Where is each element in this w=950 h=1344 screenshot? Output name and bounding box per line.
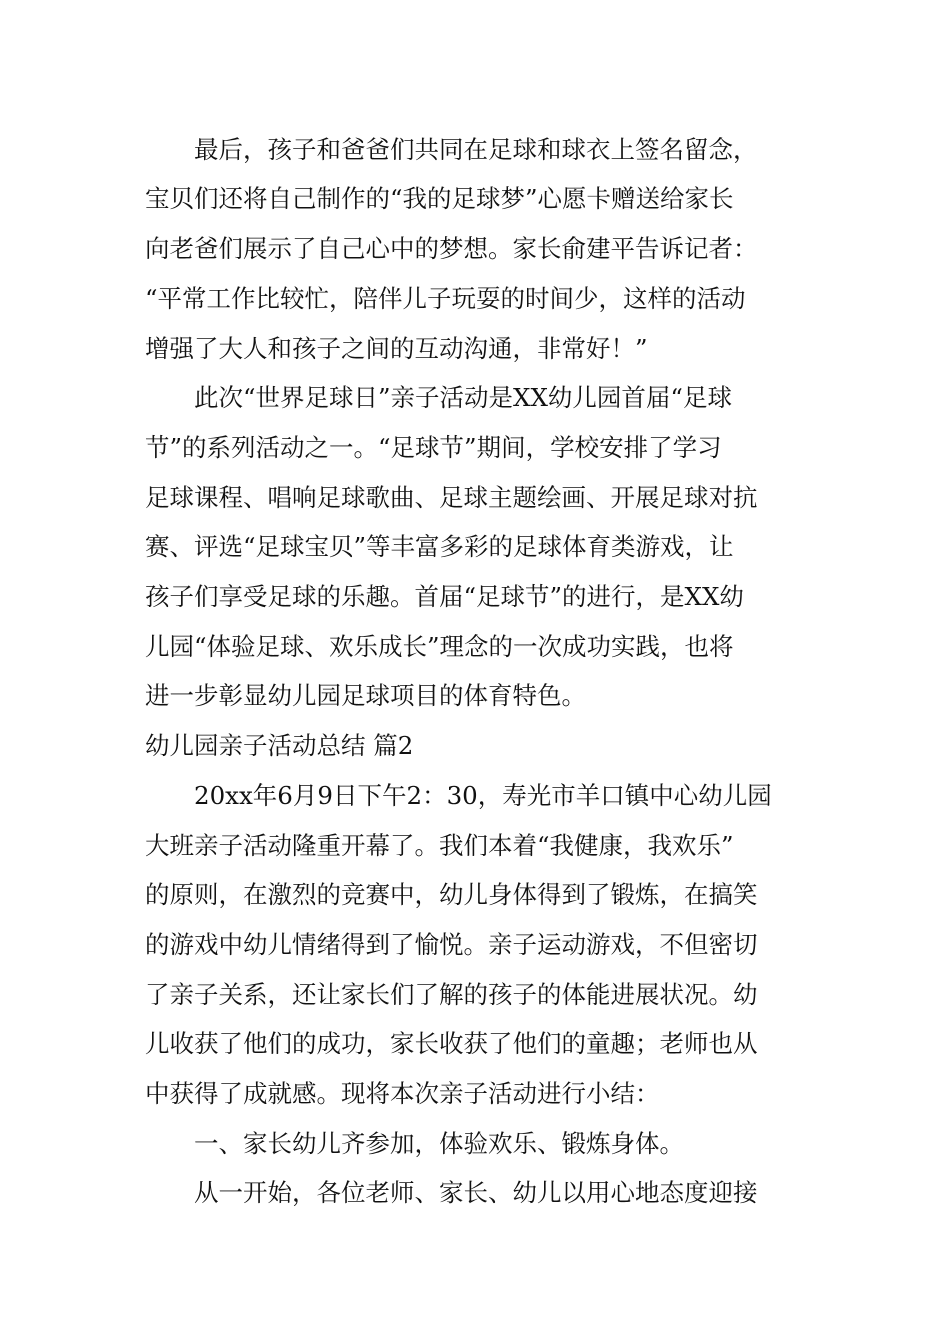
paragraph-line: 大班亲子活动隆重开幕了。我们本着“我健康，我欢乐” bbox=[145, 831, 734, 860]
paragraph-line: 赛、评选“足球宝贝”等丰富多彩的足球体育类游戏，让 bbox=[145, 532, 734, 561]
paragraph-line: 节”的系列活动之一。“足球节”期间，学校安排了学习 bbox=[145, 433, 722, 462]
paragraph-line: 增强了大人和孩子之间的互动沟通，非常好！” bbox=[145, 334, 648, 363]
paragraph-line: 儿收获了他们的成功，家长收获了他们的童趣；老师也从 bbox=[145, 1029, 758, 1058]
paragraph-line: 孩子们享受足球的乐趣。首届“足球节”的进行，是XX幼 bbox=[145, 582, 744, 611]
paragraph-line: 20xx年6月9日下午2：30，寿光市羊口镇中心幼儿园 bbox=[145, 781, 772, 810]
paragraph-line: 向老爸们展示了自己心中的梦想。家长俞建平告诉记者： bbox=[145, 234, 758, 263]
paragraph-line: 宝贝们还将自己制作的“我的足球梦”心愿卡赠送给家长 bbox=[145, 184, 734, 213]
paragraph-line: 中获得了成就感。现将本次亲子活动进行小结： bbox=[145, 1079, 660, 1108]
paragraph-line: 足球课程、唱响足球歌曲、足球主题绘画、开展足球对抗 bbox=[145, 483, 758, 512]
paragraph-line: 的游戏中幼儿情绪得到了愉悦。亲子运动游戏，不但密切 bbox=[145, 930, 758, 959]
paragraph-line: 儿园“体验足球、欢乐成长”理念的一次成功实践，也将 bbox=[145, 632, 734, 661]
paragraph-line: 的原则，在激烈的竞赛中，幼儿身体得到了锻炼，在搞笑 bbox=[145, 880, 758, 909]
paragraph-line: 进一步彰显幼儿园足球项目的体育特色。 bbox=[145, 681, 586, 710]
paragraph-line: 此次“世界足球日”亲子活动是XX幼儿园首届“足球 bbox=[145, 383, 732, 412]
paragraph-line: 了亲子关系，还让家长们了解的孩子的体能进展状况。幼 bbox=[145, 980, 758, 1009]
paragraph-line: 一、家长幼儿齐参加，体验欢乐、锻炼身体。 bbox=[145, 1129, 684, 1158]
paragraph-line: 从一开始，各位老师、家长、幼儿以用心地态度迎接 bbox=[145, 1178, 758, 1207]
section-heading: 幼儿园亲子活动总结 篇2 bbox=[145, 731, 414, 760]
paragraph-line: 最后，孩子和爸爸们共同在足球和球衣上签名留念， bbox=[145, 135, 758, 164]
paragraph-line: “平常工作比较忙，陪伴儿子玩耍的时间少，这样的活动 bbox=[145, 284, 746, 313]
